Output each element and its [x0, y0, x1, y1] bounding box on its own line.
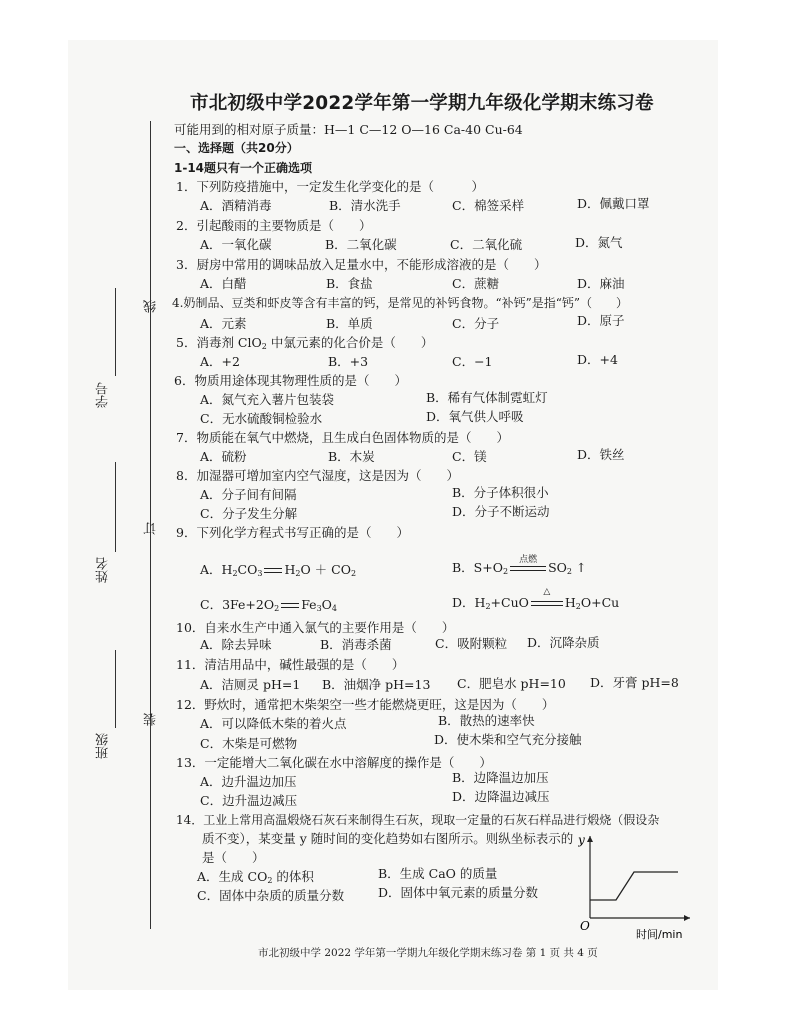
option: A．边升温边加压 — [200, 774, 297, 789]
option: C．肥皂水 pH=10 — [457, 676, 566, 691]
option: B．食盐 — [326, 276, 373, 291]
option: D．铁丝 — [577, 447, 625, 462]
option: A．酒精消毒 — [200, 198, 272, 213]
option: A．一氧化碳 — [200, 237, 272, 252]
question-stem: 11．清洁用品中，碱性最强的是（ ） — [176, 657, 405, 672]
option: D．氮气 — [575, 235, 623, 250]
y-axis-arrow — [587, 836, 593, 842]
trend-line — [590, 872, 678, 900]
option: C．边升温边减压 — [200, 793, 298, 808]
option: D．+4 — [577, 352, 618, 367]
option: B．木炭 — [328, 449, 375, 464]
equation-b: B．$S+O_2$ 点燃 $SO_2$ ↑ — [452, 554, 587, 576]
option: A．除去异味 — [200, 637, 272, 652]
option: C．棉签采样 — [452, 198, 525, 213]
y-axis-label: y — [578, 833, 585, 847]
option: D．边降温边减压 — [452, 789, 550, 804]
question-stem-cont: 是（ ） — [202, 850, 265, 865]
option: D．氧气供人呼吸 — [426, 409, 524, 424]
option: D．原子 — [577, 313, 625, 328]
question-stem: 8．加湿器可增加室内空气湿度，这是因为（ ） — [176, 468, 459, 483]
y-vs-time-graph — [578, 830, 694, 942]
question-stem: 3．厨房中常用的调味品放入足量水中，不能形成溶液的是（ ） — [176, 257, 547, 272]
option: A．元素 — [200, 316, 247, 331]
option: B．油烟净 pH=13 — [322, 677, 431, 692]
option: C．分子发生分解 — [200, 506, 298, 521]
option: B．单质 — [326, 316, 373, 331]
option: C．−1 — [452, 354, 493, 369]
question-stem: 6．物质用途体现其物理性质的是（ ） — [174, 373, 407, 388]
origin-label: O — [580, 919, 590, 933]
question-stem: 9．下列化学方程式书写正确的是（ ） — [176, 525, 409, 540]
option: A．氮气充入薯片包装袋 — [200, 392, 335, 407]
option: C．木柴是可燃物 — [200, 736, 298, 751]
margin-label-student-number: 学号 — [96, 382, 111, 408]
option: A．硫粉 — [200, 449, 247, 464]
option: C．镁 — [452, 449, 487, 464]
option: C．无水硫酸铜检验水 — [200, 411, 323, 426]
question-stem: 2．引起酸雨的主要物质是（ ） — [176, 218, 372, 233]
x-axis-arrow — [684, 915, 690, 921]
option: A．分子间有间隔 — [200, 487, 297, 502]
option: C．蔗糖 — [452, 276, 500, 291]
option: C．固体中杂质的质量分数 — [197, 888, 345, 903]
option: A．生成 $CO_2$ 的体积 — [197, 869, 314, 885]
atomic-masses: 可能用到的相对原子质量：H—1 C—12 O—16 Ca-40 Cu-64 — [174, 122, 523, 137]
option: D．分子不断运动 — [452, 504, 550, 519]
question-stem: 4.奶制品、豆类和虾皮等含有丰富的钙，是常见的补钙食物。“补钙”是指“钙”（ ） — [172, 296, 628, 310]
margin-label-staple: 订 — [144, 522, 159, 535]
option: B．清水洗手 — [329, 198, 401, 213]
option: B．生成 CaO 的质量 — [378, 866, 498, 881]
option: B．二氧化碳 — [325, 237, 397, 252]
option: D．牙膏 pH=8 — [590, 675, 679, 690]
margin-label-class: 班级 — [96, 733, 111, 759]
option: C．分子 — [452, 316, 500, 331]
question-stem: 1．下列防疫措施中，一定发生化学变化的是（ ） — [176, 179, 484, 194]
option: D．使木柴和空气充分接触 — [434, 732, 582, 747]
option: B．边降温边加压 — [452, 770, 549, 785]
option: B．散热的速率快 — [438, 713, 535, 728]
question-stem: 7．物质能在氧气中燃烧，且生成白色固体物质的是（ ） — [176, 430, 509, 445]
margin-label-bind: 装 — [144, 713, 159, 726]
option: D．沉降杂质 — [527, 635, 600, 650]
option: B．消毒杀菌 — [320, 637, 392, 652]
section-heading: 一、选择题（共20分） — [174, 141, 299, 155]
option: C．二氧化硫 — [450, 237, 523, 252]
option: B．+3 — [328, 354, 369, 369]
option: D．佩戴口罩 — [577, 196, 650, 211]
option: B．稀有气体制霓虹灯 — [426, 390, 548, 405]
instruction: 1-14题只有一个正确选项 — [174, 161, 313, 175]
question-stem: 12．野炊时，通常把木柴架空一些才能燃烧更旺，这是因为（ ） — [176, 697, 555, 712]
student-number-blank — [115, 288, 116, 376]
equation-a: A．$H_2CO_3$ $H_2O + CO_2$ — [200, 562, 357, 578]
option: D．麻油 — [577, 276, 625, 291]
option: C．吸附颗粒 — [435, 636, 508, 651]
option: A．+2 — [200, 354, 240, 369]
page-footer: 市北初级中学 2022 学年第一学期九年级化学期末练习卷 第 1 页 共 4 页 — [258, 947, 598, 959]
name-blank — [115, 462, 116, 552]
question-stem: 5．消毒剂 ClO$_2$ 中氯元素的化合价是（ ） — [176, 335, 434, 351]
option: A．可以降低木柴的着火点 — [200, 716, 347, 731]
question-stem: 13．一定能增大二氧化碳在水中溶解度的操作是（ ） — [176, 755, 492, 770]
x-axis-label: 时间/min — [636, 928, 683, 941]
option: A．洁厕灵 pH=1 — [200, 677, 301, 692]
page-title: 市北初级中学2022学年第一学期九年级化学期末练习卷 — [190, 93, 654, 114]
option: A．白醋 — [200, 276, 247, 291]
margin-label-line: 线 — [144, 300, 159, 313]
question-stem-cont: 质不变），某变量 y 随时间的变化趋势如右图所示。则纵坐标表示的 — [202, 831, 574, 846]
equation-c: C．$3Fe+2O_2$ $Fe_3O_4$ — [200, 597, 338, 613]
question-stem: 10．自来水生产中通入氯气的主要作用是（ ） — [176, 620, 455, 635]
margin-label-name: 姓名 — [96, 557, 111, 583]
question-stem: 14．工业上常用高温煅烧石灰石来制得生石灰，现取一定量的石灰石样品进行煅烧（假设杂 — [176, 813, 660, 827]
option: B．分子体积很小 — [452, 485, 549, 500]
equation-d: D．$H_2+CuO$ △ $H_2O+Cu$ — [452, 586, 620, 611]
option: D．固体中氧元素的质量分数 — [378, 885, 539, 900]
class-blank — [115, 650, 116, 728]
